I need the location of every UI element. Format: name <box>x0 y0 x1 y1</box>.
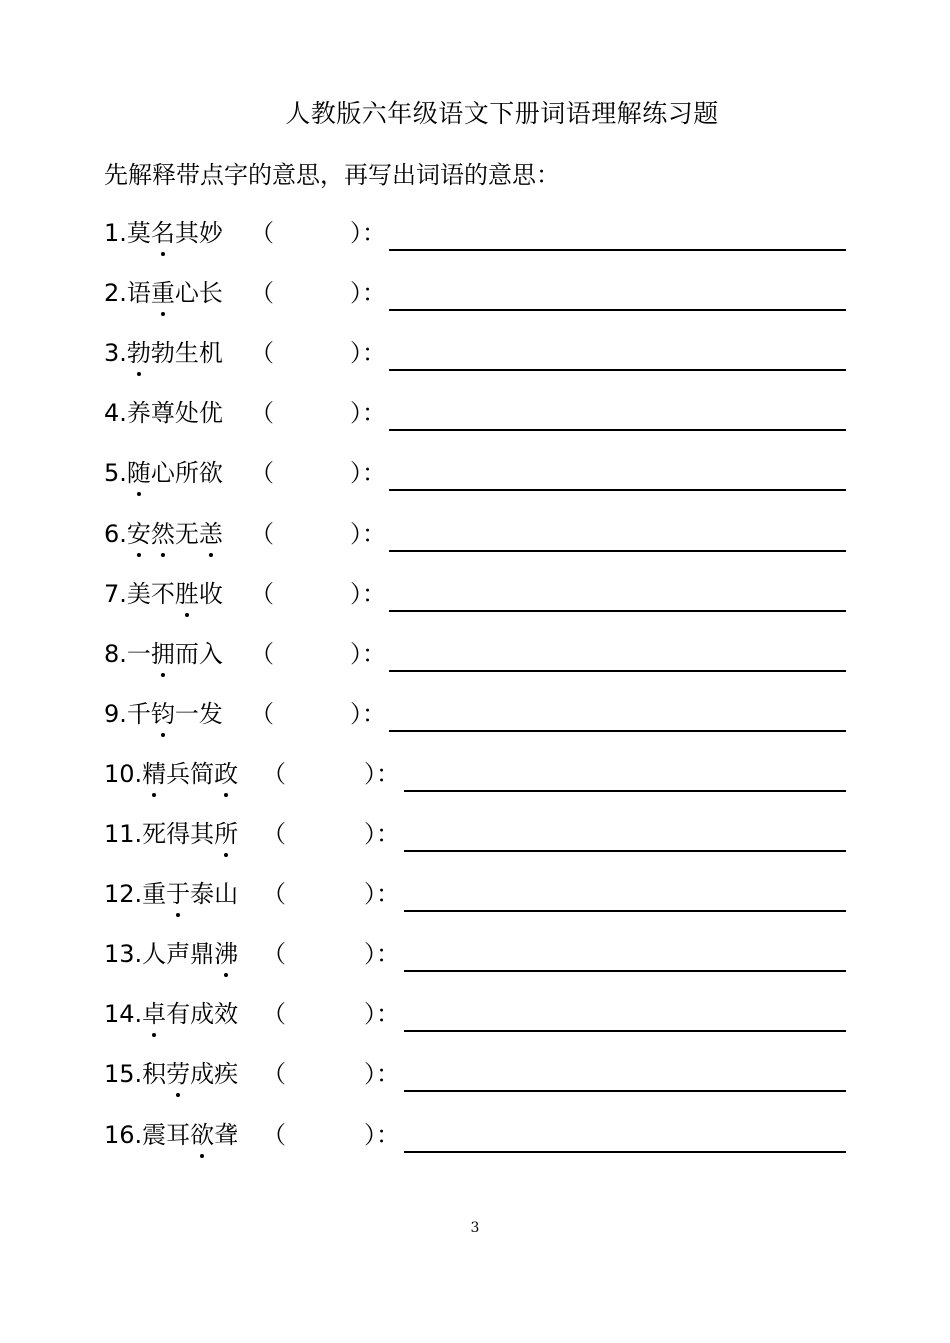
exercise-term <box>104 276 223 310</box>
dotted-character: 安 <box>127 517 151 551</box>
term-character: 山 <box>214 880 239 908</box>
term-character: 处 <box>174 399 199 427</box>
answer-line[interactable] <box>404 1030 846 1032</box>
exercise-number: 6. <box>104 520 127 548</box>
term-character: 心 <box>174 279 199 307</box>
dotted-character: 重 <box>151 276 175 310</box>
blank-close-paren: ）： <box>350 580 386 608</box>
term-character: 尊 <box>150 399 175 427</box>
exercise-term <box>104 456 223 490</box>
exercise-term <box>104 396 223 430</box>
exercise-number: 1. <box>104 219 127 247</box>
answer-line[interactable] <box>389 610 846 612</box>
term-character: 泰 <box>190 880 215 908</box>
term-character: 养 <box>126 399 151 427</box>
exercise-term <box>104 697 223 731</box>
term-character: 无 <box>174 520 199 548</box>
term-character: 其 <box>190 820 215 848</box>
exercise-number: 2. <box>104 279 127 307</box>
blank-close-paren: ）： <box>350 219 386 247</box>
exercise-row <box>0 697 950 737</box>
dotted-character: 随 <box>127 456 151 490</box>
term-character: 有 <box>166 1000 191 1028</box>
dotted-character: 然 <box>151 517 175 551</box>
blank-close-paren: ）： <box>350 640 386 668</box>
term-character: 一 <box>126 640 151 668</box>
exercise-row <box>0 637 950 677</box>
blank-close-paren: ）： <box>350 339 386 367</box>
exercise-row <box>0 396 950 436</box>
blank-open-paren: （ <box>250 399 274 427</box>
blank-open-paren: （ <box>250 520 274 548</box>
term-character: 勃 <box>150 339 175 367</box>
term-character: 鼎 <box>190 940 215 968</box>
blank-open-paren: （ <box>250 339 274 367</box>
term-character: 不 <box>150 580 175 608</box>
exercise-row <box>0 757 950 797</box>
term-character: 莫 <box>126 219 151 247</box>
term-character: 欲 <box>198 459 223 487</box>
exercise-row <box>0 1057 950 1097</box>
blank-open-paren: （ <box>250 640 274 668</box>
blank-close-paren: ）： <box>350 459 386 487</box>
exercise-row <box>0 577 950 617</box>
term-character: 疾 <box>214 1060 239 1088</box>
term-character: 语 <box>126 279 151 307</box>
blank-close-paren: ）： <box>364 1060 400 1088</box>
blank-close-paren: ）： <box>364 940 400 968</box>
blank-open-paren: （ <box>262 1121 286 1149</box>
dotted-character: 于 <box>166 877 190 911</box>
dotted-character: 政 <box>214 757 238 791</box>
term-character: 生 <box>174 339 199 367</box>
term-character: 千 <box>126 700 151 728</box>
term-character: 人 <box>142 940 167 968</box>
exercise-term <box>104 517 223 551</box>
term-character: 成 <box>190 1060 215 1088</box>
exercise-row <box>0 937 950 977</box>
exercise-row <box>0 997 950 1037</box>
answer-line[interactable] <box>389 670 846 672</box>
answer-line[interactable] <box>389 730 846 732</box>
dotted-character: 卓 <box>142 997 166 1031</box>
exercise-number: 9. <box>104 700 127 728</box>
exercise-term <box>104 577 223 611</box>
blank-open-paren: （ <box>250 459 274 487</box>
exercise-term <box>104 817 238 851</box>
exercise-number: 16. <box>104 1121 143 1149</box>
blank-open-paren: （ <box>250 700 274 728</box>
exercise-number: 11. <box>104 820 143 848</box>
exercise-term <box>104 757 238 791</box>
answer-line[interactable] <box>389 249 846 251</box>
exercise-row <box>0 456 950 496</box>
term-character: 发 <box>198 700 223 728</box>
term-character: 其 <box>174 219 199 247</box>
dotted-character: 钧 <box>151 697 175 731</box>
answer-line[interactable] <box>389 429 846 431</box>
exercise-term <box>104 877 238 911</box>
term-character: 而 <box>174 640 199 668</box>
blank-close-paren: ）： <box>364 1121 400 1149</box>
blank-close-paren: ）： <box>364 880 400 908</box>
term-character: 简 <box>190 760 215 788</box>
exercise-term <box>104 336 223 370</box>
exercise-row <box>0 216 950 256</box>
worksheet-title: 人教版六年级语文下册词语理解练习题 <box>285 99 719 128</box>
exercise-number: 3. <box>104 339 127 367</box>
blank-open-paren: （ <box>262 760 286 788</box>
exercise-number: 13. <box>104 940 143 968</box>
blank-open-paren: （ <box>262 820 286 848</box>
answer-line[interactable] <box>404 970 846 972</box>
dotted-character: 所 <box>214 817 238 851</box>
exercise-term <box>104 997 238 1031</box>
term-character: 声 <box>166 940 191 968</box>
exercise-term <box>104 1057 238 1091</box>
exercise-row <box>0 877 950 917</box>
blank-close-paren: ）： <box>350 279 386 307</box>
answer-line[interactable] <box>404 850 846 852</box>
term-character: 心 <box>150 459 175 487</box>
exercise-number: 4. <box>104 399 127 427</box>
worksheet-instruction: 先解释带点字的意思，再写出词语的意思： <box>104 161 560 189</box>
term-character: 优 <box>198 399 223 427</box>
exercise-term <box>104 937 238 971</box>
exercise-row <box>0 1118 950 1158</box>
blank-open-paren: （ <box>262 880 286 908</box>
exercise-row <box>0 336 950 376</box>
dotted-character: 沸 <box>214 937 238 971</box>
term-character: 得 <box>166 820 191 848</box>
term-character: 积 <box>142 1060 167 1088</box>
exercise-term <box>104 216 223 250</box>
dotted-character: 勃 <box>127 336 151 370</box>
exercise-number: 5. <box>104 459 127 487</box>
answer-line[interactable] <box>389 489 846 491</box>
exercise-row <box>0 276 950 316</box>
blank-open-paren: （ <box>250 279 274 307</box>
exercise-number: 10. <box>104 760 143 788</box>
exercise-term <box>104 1118 238 1152</box>
answer-line[interactable] <box>404 790 846 792</box>
answer-line[interactable] <box>404 910 846 912</box>
term-character: 震 <box>142 1121 167 1149</box>
blank-close-paren: ）： <box>350 700 386 728</box>
term-character: 入 <box>198 640 223 668</box>
answer-line[interactable] <box>389 369 846 371</box>
term-character: 重 <box>142 880 167 908</box>
term-character: 聋 <box>214 1121 239 1149</box>
blank-open-paren: （ <box>262 1060 286 1088</box>
answer-line[interactable] <box>389 550 846 552</box>
term-character: 耳 <box>166 1121 191 1149</box>
term-character: 机 <box>198 339 223 367</box>
answer-line[interactable] <box>404 1151 846 1153</box>
answer-line[interactable] <box>389 309 846 311</box>
page-number: 3 <box>470 1220 480 1236</box>
dotted-character: 恙 <box>199 517 223 551</box>
blank-open-paren: （ <box>262 1000 286 1028</box>
term-character: 死 <box>142 820 167 848</box>
term-character: 所 <box>174 459 199 487</box>
blank-close-paren: ）： <box>364 760 400 788</box>
blank-close-paren: ）： <box>364 1000 400 1028</box>
exercise-row <box>0 817 950 857</box>
blank-close-paren: ）： <box>364 820 400 848</box>
answer-line[interactable] <box>404 1090 846 1092</box>
term-character: 美 <box>126 580 151 608</box>
term-character: 一 <box>174 700 199 728</box>
blank-open-paren: （ <box>262 940 286 968</box>
term-character: 效 <box>214 1000 239 1028</box>
exercise-number: 15. <box>104 1060 143 1088</box>
dotted-character: 欲 <box>190 1118 214 1152</box>
blank-open-paren: （ <box>250 580 274 608</box>
dotted-character: 胜 <box>175 577 199 611</box>
exercise-number: 12. <box>104 880 143 908</box>
exercise-number: 7. <box>104 580 127 608</box>
dotted-character: 拥 <box>151 637 175 671</box>
dotted-character: 精 <box>142 757 166 791</box>
exercise-term <box>104 637 223 671</box>
dotted-character: 劳 <box>166 1057 190 1091</box>
exercise-number: 14. <box>104 1000 143 1028</box>
term-character: 长 <box>198 279 223 307</box>
blank-close-paren: ）： <box>350 399 386 427</box>
exercise-row <box>0 517 950 557</box>
term-character: 成 <box>190 1000 215 1028</box>
exercise-number: 8. <box>104 640 127 668</box>
blank-close-paren: ）： <box>350 520 386 548</box>
term-character: 妙 <box>198 219 223 247</box>
term-character: 收 <box>198 580 223 608</box>
blank-open-paren: （ <box>250 219 274 247</box>
term-character: 兵 <box>166 760 191 788</box>
dotted-character: 名 <box>151 216 175 250</box>
